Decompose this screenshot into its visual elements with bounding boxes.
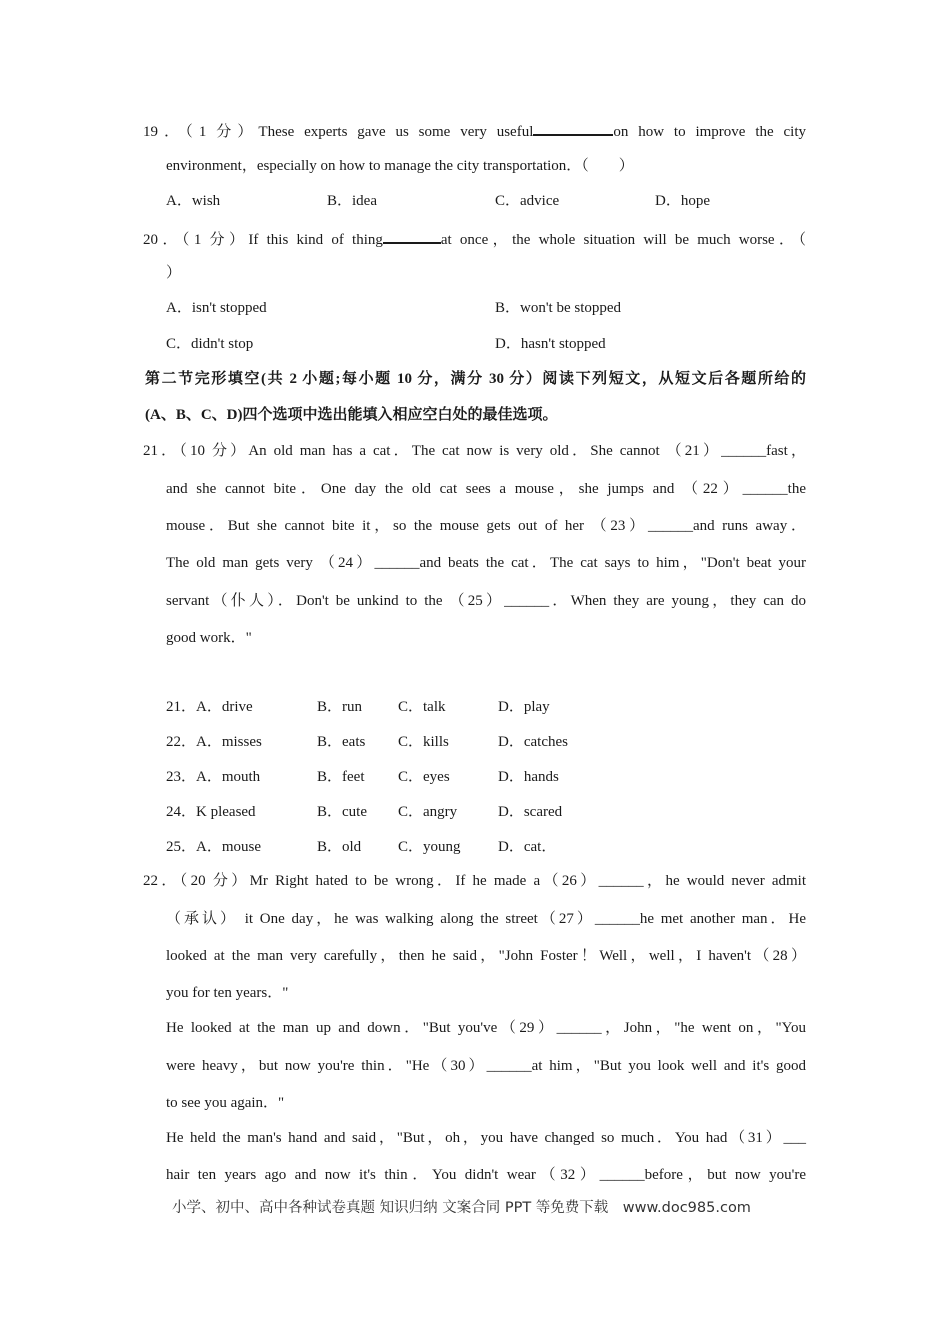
q21-row4-a: 24．K pleased [166,804,256,820]
q21-passage-line4: The old man gets very （24）______and beats the cat．The cat says to him，"Don't beat your [166,555,806,571]
q19-stem-end: on how to improve the city [613,124,806,140]
q21-row5-d: D．cat． [498,839,557,855]
q22-passage-line8: He held the man's hand and said，"But，oh，you have changed so much．You had（31）___ [166,1130,806,1146]
answer-blank [383,227,441,244]
q20-option-a: A．isn't stopped [166,300,267,316]
q19-stem-start: 19．（1 分）These experts gave us some very useful [143,124,534,140]
q22-passage-line2: （承认） it One day，he was walking along the street（27）______he met another man．He [166,911,806,927]
q20-stem-end: at once，the whole situation will be much worse．（ [440,232,806,248]
q19-option-d: D．hope [655,193,710,209]
q19-option-c: C．advice [495,193,560,209]
q22-passage-line5: He looked at the man up and down．"But you've（29）______，John，"he went on，"You [166,1020,806,1036]
q21-passage-line6: good work．" [166,630,252,646]
q21-row2-c: C．kills [398,734,449,750]
q19-option-a: A．wish [166,193,221,209]
q21-row1-c: C．talk [398,699,446,715]
q22-passage-line3: looked at the man very carefully，then he said，"John Foster！Well，well，I haven't（28） [166,948,806,964]
q21-row5-c: C．young [398,839,461,855]
q22-passage-line7: to see you again．" [166,1095,285,1111]
q22-passage-line9: hair ten years ago and now it's thin．You didn't wear（32）______before，but now you're [166,1167,806,1183]
q21-row4-b: B．cute [317,804,367,820]
q21-row3-c: C．eyes [398,769,450,785]
q21-row2-a: 22．A．misses [166,734,262,750]
q21-passage-line1: 21．（10 分）An old man has a cat．The cat now is very old．She cannot （21）______fast， [143,443,806,459]
q21-row5-a: 25．A．mouse [166,839,261,855]
q20-option-c: C．didn't stop [166,336,254,352]
q20-option-d: D．hasn't stopped [495,336,606,352]
q21-row3-d: D．hands [498,769,559,785]
footer-watermark: 小学、初中、高中各种试卷真题 知识归纳 文案合同 PPT 等免费下载 www.doc985.com [172,1200,751,1216]
q21-row3-b: B．feet [317,769,365,785]
q21-row4-c: C．angry [398,804,458,820]
q21-row4-d: D．scared [498,804,563,820]
q20-stem-start: 20．（1 分）If this kind of thing [143,232,383,248]
section2-heading-line1: 第二节完形填空(共 2 小题;每小题 10 分，满分 30 分）阅读下列短文，从短文后各题所给的 [145,371,806,387]
section2-heading-line2: (A、B、C、D)四个选项中选出能填入相应空白处的最佳选项。 [145,407,558,423]
q21-row3-a: 23．A．mouth [166,769,261,785]
q21-passage-line2: and she cannot bite．One day the old cat sees a mouse，she jumps and （22）______the [166,481,806,497]
q21-row5-b: B．old [317,839,362,855]
q22-passage-line1: 22．（20 分）Mr Right hated to be wrong．If he made a（26）______，he would never admit [143,873,806,889]
q21-row1-b: B．run [317,699,363,715]
q19-line2: environment，especially on how to manage the city transportation．（ ） [166,158,634,174]
q21-passage-line5: servant（仆人）．Don't be unkind to the （25）______．When they are young，they can do [166,593,806,609]
q19-option-b: B．idea [327,193,377,209]
answer-blank [533,119,613,136]
q21-passage-line3: mouse．But she cannot bite it，so the mouse gets out of her （23）______and runs away． [166,518,806,534]
q22-passage-line4: you for ten years．" [166,985,289,1001]
q20-line2: ） [166,265,182,281]
q20-option-b: B．won't be stopped [495,300,622,316]
q21-row1-d: D．play [498,699,550,715]
q21-row2-d: D．catches [498,734,568,750]
q19-line1 [143,119,806,142]
q21-row1-a: 21．A．drive [166,699,253,715]
q22-passage-line6: were heavy，but now you're thin．"He（30）______at him，"But you look well and it's good [166,1058,806,1074]
q20-line1 [143,227,806,250]
q21-row2-b: B．eats [317,734,366,750]
